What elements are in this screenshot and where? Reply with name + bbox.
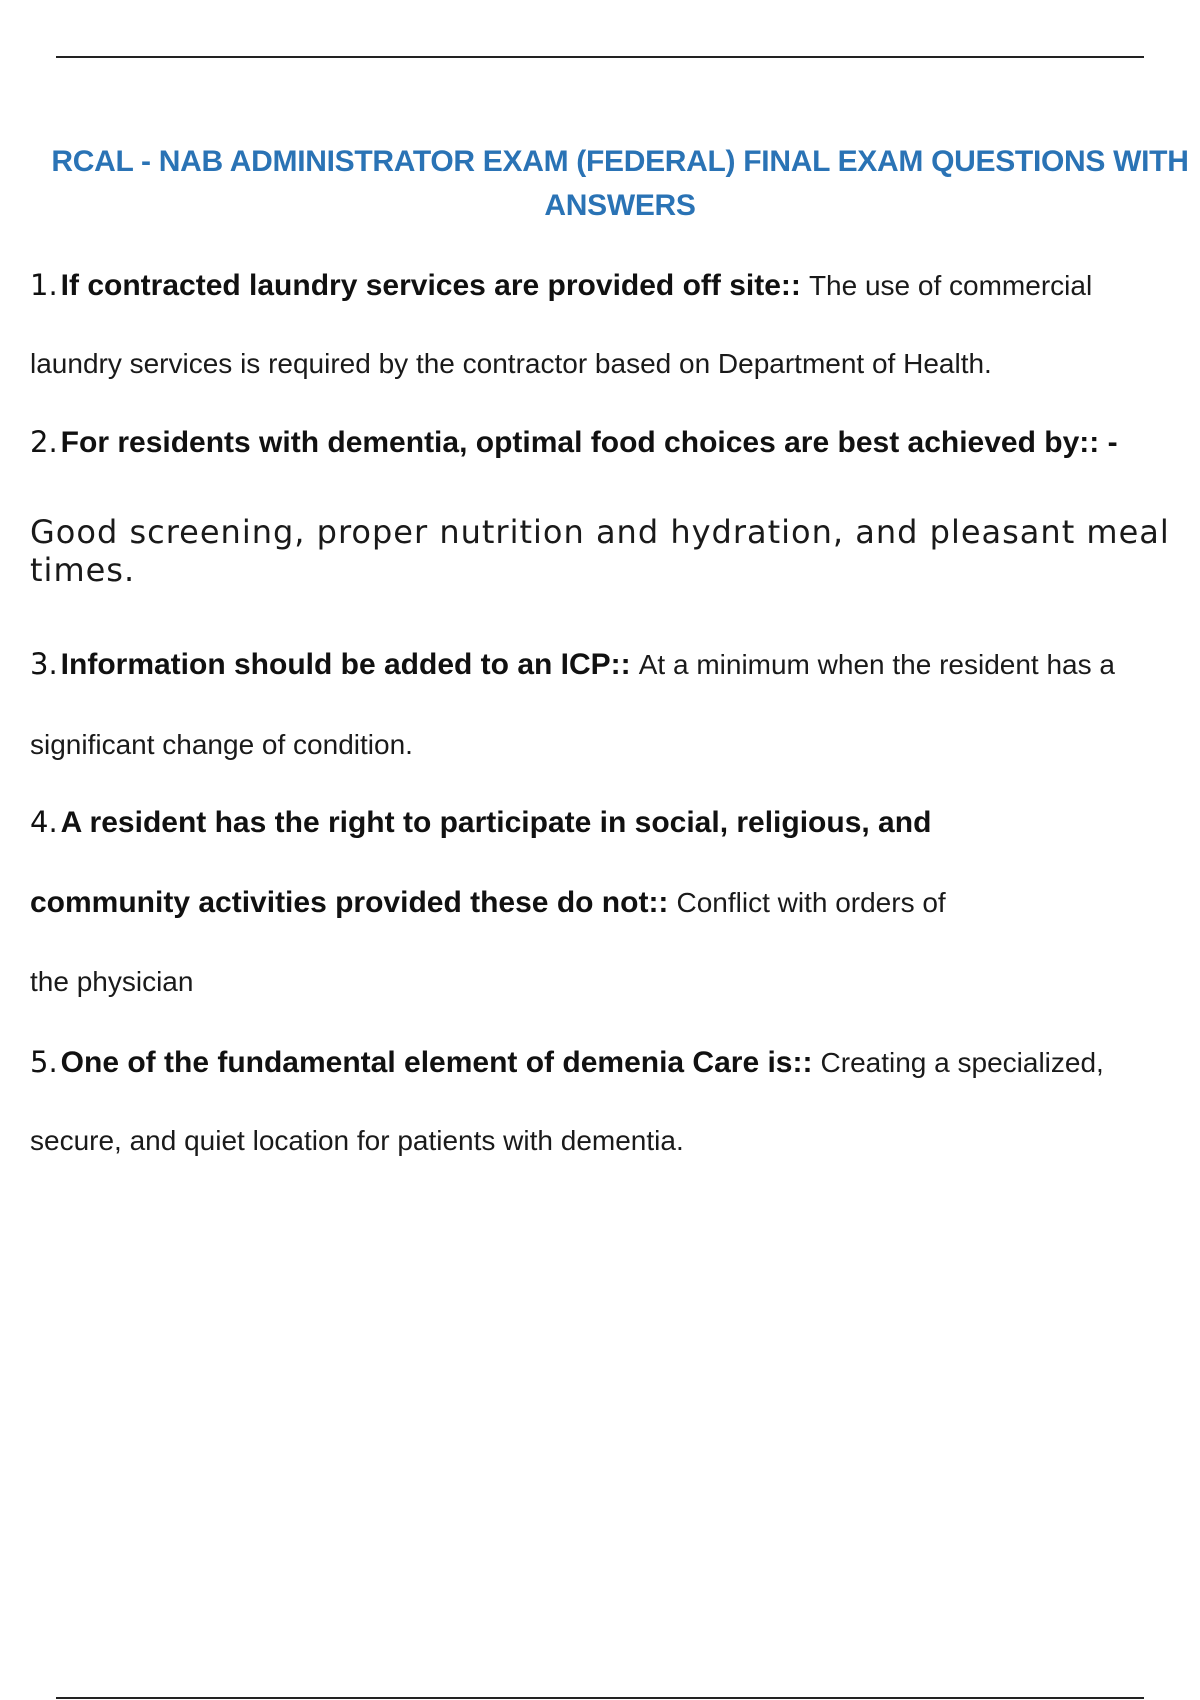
- document-title-line-2: ANSWERS: [544, 189, 696, 222]
- document-title: [0, 140, 1200, 228]
- question-text: Information should be added to an ICP::: [60, 648, 631, 681]
- answer-continuation: secure, and quiet location for patients with dementia.: [30, 1125, 684, 1156]
- answer-continuation: the physician: [30, 966, 194, 997]
- question-text: For residents with dementia, optimal food choices are best achieved by:: -: [60, 426, 1118, 459]
- question-4: [30, 805, 931, 840]
- bottom-horizontal-rule: [56, 1697, 1144, 1699]
- top-horizontal-rule: [56, 56, 1144, 58]
- answer-continuation: laundry services is required by the contractor based on Department of Health.: [30, 348, 992, 379]
- question-number: 3.: [30, 647, 58, 681]
- question-text: A resident has the right to participate in social, religious, and: [60, 806, 932, 839]
- answer-continuation: significant change of condition.: [30, 729, 413, 760]
- question-text: community activities provided these do not::: [30, 886, 669, 919]
- answer-text: At a minimum when the resident has a: [638, 649, 1115, 680]
- document-title-line-1: RCAL - NAB ADMINISTRATOR EXAM (FEDERAL) FINAL EXAM QUESTIONS WITH: [51, 145, 1189, 178]
- question-number: 4.: [30, 805, 58, 839]
- question-number: 1.: [30, 268, 58, 302]
- answer-text: The use of commercial: [808, 270, 1093, 301]
- question-text: If contracted laundry services are provided off site::: [60, 269, 801, 302]
- answer-continuation: times.: [30, 551, 136, 589]
- question-number: 5.: [30, 1045, 58, 1079]
- question-3: [30, 647, 1115, 682]
- question-4-continuation: [30, 886, 946, 920]
- question-5: [30, 1045, 1104, 1080]
- answer-text: Good screening, proper nutrition and hydration, and pleasant meal: [30, 513, 1170, 551]
- question-1: [30, 268, 1092, 303]
- answer-text: Creating a specialized,: [820, 1047, 1104, 1078]
- question-number: 2.: [30, 425, 58, 459]
- answer-text: Conflict with orders of: [676, 887, 946, 918]
- question-text: One of the fundamental element of demenia Care is::: [60, 1046, 813, 1079]
- question-2: [30, 425, 1118, 460]
